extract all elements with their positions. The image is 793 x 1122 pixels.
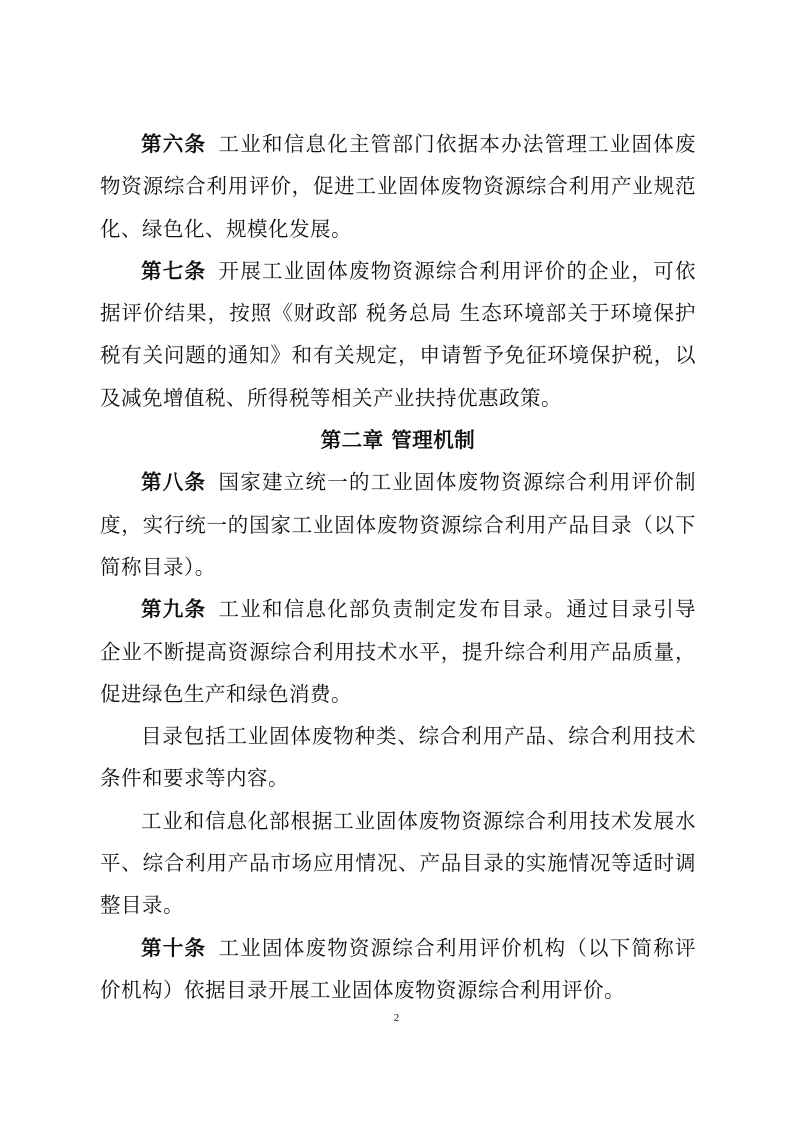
article-8 — [100, 461, 696, 588]
article-6 — [100, 123, 696, 250]
article-text: 国家建立统一的工业固体废物资源综合利用评价制度，实行统一的国家工业固体废物资源综合利用产品目录（以下简称目录）。 — [100, 470, 697, 579]
article-10 — [100, 927, 696, 1012]
article-text: 工业和信息化主管部门依据本办法管理工业固体废物资源综合利用评价，促进工业固体废物资源综合利用产业规范化、绿色化、规模化发展。 — [100, 132, 697, 241]
article-9 — [100, 588, 696, 715]
paragraph-text: 目录包括工业固体废物种类、综合利用产品、综合利用技术条件和要求等内容。 — [100, 724, 696, 791]
article-text: 工业固体废物资源综合利用评价机构（以下简称评价机构）依据目录开展工业固体废物资源综合利用评价。 — [100, 935, 697, 1002]
article-text: 工业和信息化部负责制定发布目录。通过目录引导企业不断提高资源综合利用技术水平，提升综合利用产品质量，促进绿色生产和绿色消费。 — [100, 597, 697, 706]
article-number: 第八条 — [141, 470, 207, 495]
article-number: 第七条 — [141, 258, 207, 283]
article-number: 第九条 — [141, 597, 207, 622]
document-body — [100, 123, 696, 1011]
article-number: 第十条 — [141, 935, 207, 960]
article-text: 开展工业固体废物资源综合利用评价的企业，可依据评价结果，按照《财政部 税务总局 生态环境部关于环境保护税有关问题的通知》和有关规定，申请暂予免征环境保护税，以及减免增值税、所得税等相关产业扶持优惠政策。 — [100, 258, 697, 410]
article-9-clause-3 — [100, 800, 696, 927]
article-9-clause-2 — [100, 715, 696, 800]
article-7 — [100, 250, 696, 419]
article-number: 第六条 — [141, 132, 207, 156]
paragraph-text: 工业和信息化部根据工业固体废物资源综合利用技术发展水平、综合利用产品市场应用情况、产品目录的实施情况等适时调整目录。 — [100, 808, 696, 918]
page-number: 2 — [393, 1012, 400, 1024]
chapter-heading: 第二章 管理机制 — [320, 428, 476, 453]
